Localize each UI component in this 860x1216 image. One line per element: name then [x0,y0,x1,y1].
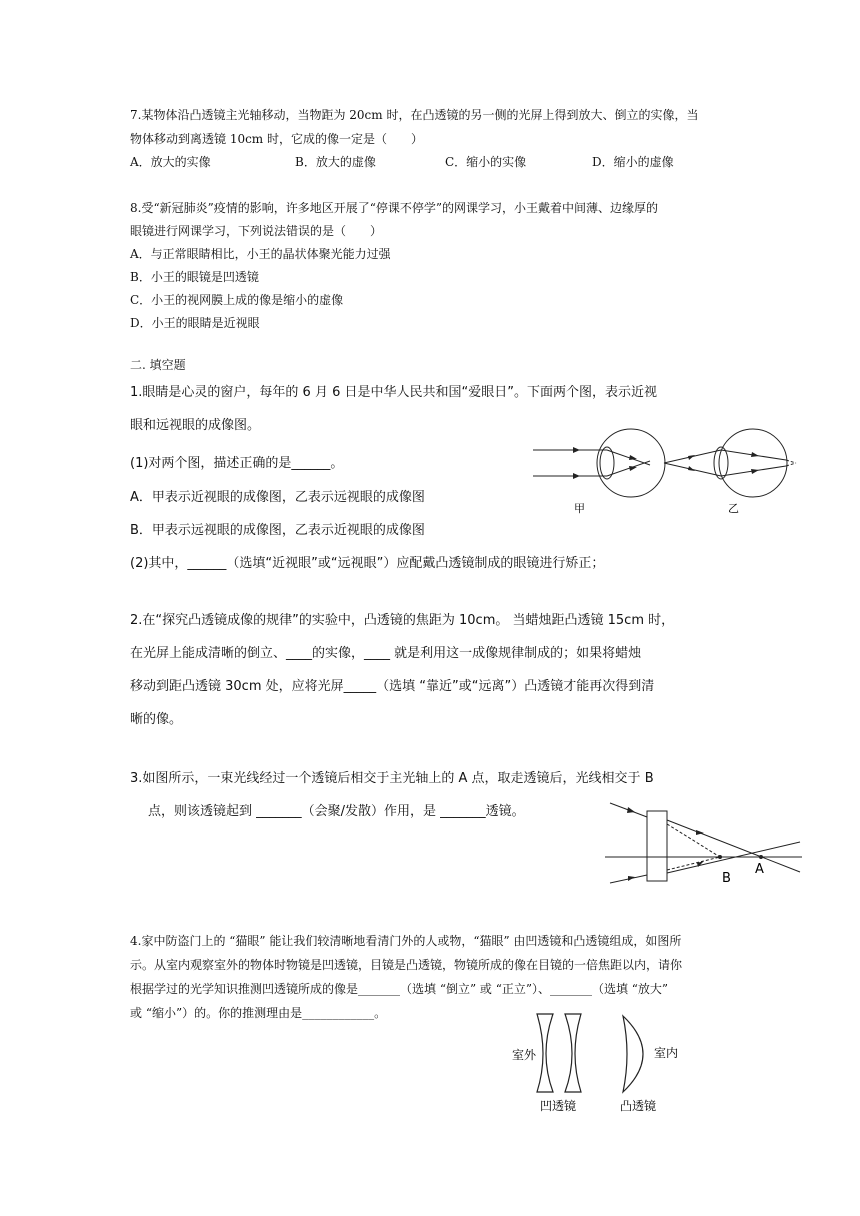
f3-line2: 点，则该透镜起到 _______（会聚/发散）作用，是 _______透镜。 [148,804,525,819]
f1-line2: 眼和远视眼的成像图。 [130,418,261,433]
label-convex-lens: 凸透镜 [620,1099,657,1113]
q7-option-a: A．放大的实像 [130,155,211,169]
f4-line2: 示。从室内观察室外的物体时物镜是凹透镜，目镜是凸透镜，物镜所成的像在目镜的一倍焦距以内，请你 [130,958,683,972]
q7-line1: 7.某物体沿凸透镜主光轴移动，当物距为 20cm 时，在凸透镜的另一侧的光屏上得到放大、倒立的实像，当 [130,108,699,122]
lens-ray-diagram [600,795,805,885]
q7-option-b: B．放大的虚像 [295,155,376,169]
f4-line4: 或 “缩小”）的。你的推测理由是____________。 [130,1006,387,1020]
label-left-eye: 甲 [574,502,585,515]
q8-option-c: C．小王的视网膜上成的像是缩小的虚像 [130,293,344,307]
label-concave-lens: 凹透镜 [540,1099,577,1113]
f1-option-b: B．甲表示远视眼的成像图，乙表示近视眼的成像图 [130,523,425,538]
label-point-a: A [755,862,764,877]
label-point-b: B [722,871,731,885]
q8-option-b: B．小王的眼镜是凹透镜 [130,270,259,284]
f2-line4: 晰的像。 [130,712,183,727]
label-inside: 室内 [654,1046,679,1060]
f2-line2: 在光屏上能成清晰的倒立、____的实像，____ 就是利用这一成像规律制成的；如果将蜡烛 [130,646,642,661]
f2-line1: 2.在“探究凸透镜成像的规律”的实验中，凸透镜的焦距为 10cm。 当蜡烛距凸透镜 15cm 时， [130,613,675,628]
q8-option-d: D．小王的眼睛是近视眼 [130,316,260,330]
f2-line3: 移动到距凸透镜 30cm 处，应将光屏_____（选填 “靠近”或“远离”）凸透镜才能再次得到清 [130,679,655,694]
q7-line2: 物体移动到离透镜 10cm 时，它成的像一定是（ ） [130,132,423,146]
f1-sub2: (2)其中，______（选填“近视眼”或“远视眼”）应配戴凸透镜制成的眼镜进行矫正； [130,556,605,571]
q7-option-d: D．缩小的虚像 [592,155,674,169]
eye-diagrams [528,425,798,525]
q7-option-c: C．缩小的实像 [445,155,527,169]
eye-diagram-right [664,429,796,515]
f4-line3: 根据学过的光学知识推测凹透镜所成的像是_______（选填 “倒立” 或 “正立”）、_______（选填 “放大” [130,982,669,996]
f1-line1: 1.眼睛是心灵的窗户，每年的 6 月 6 日是中华人民共和国“爱眼日”。下面两个图，表示近视 [130,385,657,400]
f1-option-a: A．甲表示近视眼的成像图，乙表示远视眼的成像图 [130,490,425,505]
convex-lens [623,1016,643,1092]
f4-line1: 4.家中防盗门上的 “猫眼” 能让我们较清晰地看清门外的人或物，“猫眼” 由凹透镜和凸透镜组成，如图所 [130,934,682,948]
label-right-eye: 乙 [728,502,739,515]
eye-diagram-left [533,429,665,515]
peephole-diagram [505,1010,705,1115]
f3-line1: 3.如图所示，一束光线经过一个透镜后相交于主光轴上的 A 点，取走透镜后，光线相交于 B [130,771,654,786]
concave-lens [537,1014,581,1092]
f1-sub1: (1)对两个图，描述正确的是______。 [130,456,344,471]
q8-line1: 8.受“新冠肺炎”疫情的影响，许多地区开展了“停课不停学”的网课学习，小王戴着中间薄、边缘厚的 [130,201,658,215]
label-outside: 室外 [512,1048,537,1062]
q8-line2: 眼镜进行网课学习，下列说法错误的是（ ） [130,224,383,238]
section-title: 二. 填空题 [130,358,186,372]
q8-option-a: A．与正常眼睛相比，小王的晶状体聚光能力过强 [130,247,391,261]
